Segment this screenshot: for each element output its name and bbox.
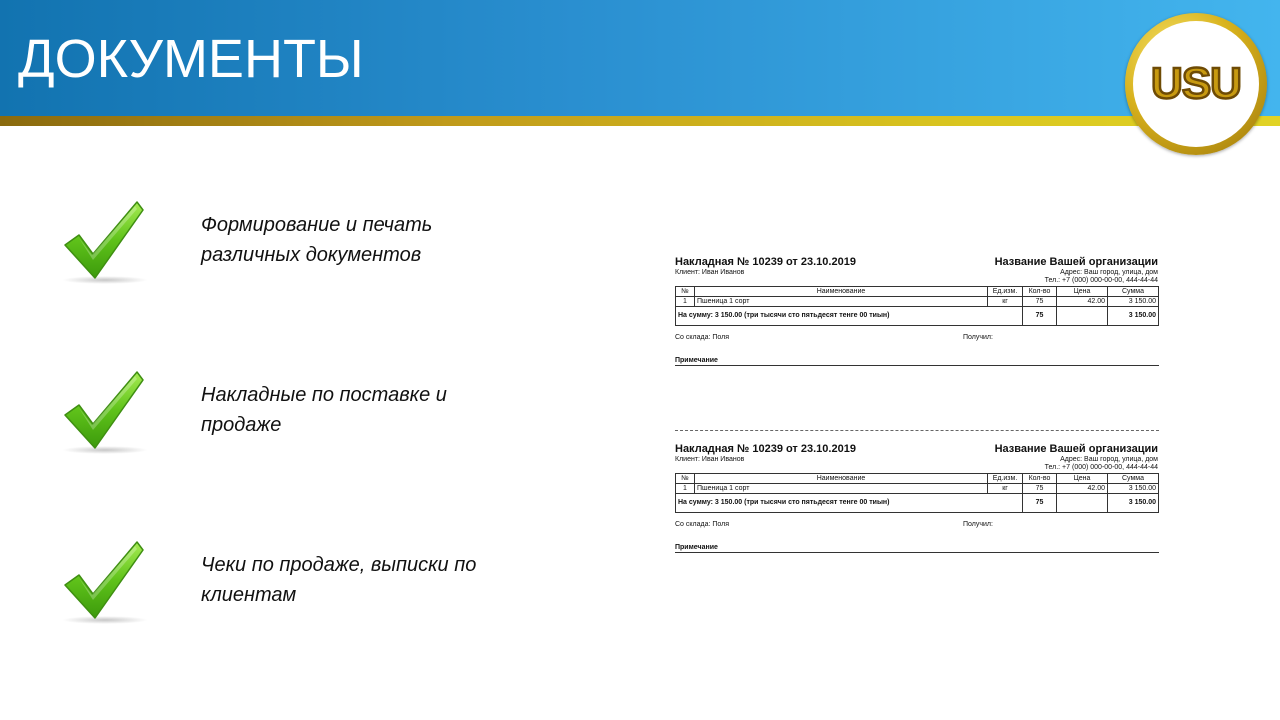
column-header: Кол-во (1023, 474, 1057, 484)
invoice-note: Примечание (675, 357, 718, 364)
cut-line-divider (675, 430, 1159, 431)
column-header: № (676, 474, 695, 484)
table-header-row (676, 287, 1159, 297)
cell-total: 3 150.00 (1108, 297, 1159, 307)
invoice-title: Накладная № 10239 от 23.10.2019 (675, 256, 856, 268)
table-header-row (676, 474, 1159, 484)
invoice-document-1 (674, 256, 1160, 376)
cell-unit: кг (988, 484, 1023, 494)
sum-total: 3 150.00 (1108, 494, 1159, 513)
usu-logo (1125, 13, 1267, 155)
sum-total: 3 150.00 (1108, 307, 1159, 326)
invoice-table (675, 286, 1159, 326)
column-header: Ед.изм. (988, 287, 1023, 297)
cell-unit: кг (988, 297, 1023, 307)
cell-name: Пшеница 1 сорт (695, 484, 988, 494)
feature-item-1 (0, 200, 620, 300)
feature-item-3 (0, 540, 620, 640)
checkmark-icon (55, 370, 155, 456)
invoice-warehouse: Со склада: Поля (675, 334, 730, 341)
column-header: Кол-во (1023, 287, 1057, 297)
invoice-client: Клиент: Иван Иванов (675, 269, 745, 276)
invoice-phone: Тел.: +7 (000) 000-00-00, 444-44-44 (1044, 464, 1158, 471)
sum-text: На сумму: 3 150.00 (три тысячи сто пятьдесят тенге 00 тиын) (676, 494, 1023, 513)
invoice-address: Адрес: Ваш город, улица, дом (1060, 456, 1158, 463)
column-header: Ед.изм. (988, 474, 1023, 484)
column-header: Цена (1057, 287, 1108, 297)
invoice-phone: Тел.: +7 (000) 000-00-00, 444-44-44 (1044, 277, 1158, 284)
note-underline (675, 552, 1159, 553)
invoice-table (675, 473, 1159, 513)
table-row (676, 297, 1159, 307)
cell-name: Пшеница 1 сорт (695, 297, 988, 307)
invoice-address: Адрес: Ваш город, улица, дом (1060, 269, 1158, 276)
invoice-org-name: Название Вашей организации (994, 443, 1158, 455)
table-row (676, 484, 1159, 494)
column-header: Цена (1057, 474, 1108, 484)
table-sum-row (676, 307, 1159, 326)
header-gold-stripe (0, 116, 1280, 126)
sum-qty: 75 (1023, 494, 1057, 513)
cell-total: 3 150.00 (1108, 484, 1159, 494)
sum-text: На сумму: 3 150.00 (три тысячи сто пятьдесят тенге 00 тиын) (676, 307, 1023, 326)
invoice-received: Получил: (963, 521, 993, 528)
invoice-client: Клиент: Иван Иванов (675, 456, 745, 463)
invoice-org-name: Название Вашей организации (994, 256, 1158, 268)
note-underline (675, 365, 1159, 366)
feature-item-2 (0, 370, 620, 470)
checkmark-icon (55, 540, 155, 626)
invoice-title: Накладная № 10239 от 23.10.2019 (675, 443, 856, 455)
invoice-document-2 (674, 443, 1160, 563)
cell-price: 42.00 (1057, 484, 1108, 494)
column-header: Сумма (1108, 474, 1159, 484)
logo-text: USU (1151, 59, 1241, 108)
column-header: Наименование (695, 474, 988, 484)
checkmark-icon (55, 200, 155, 286)
invoice-warehouse: Со склада: Поля (675, 521, 730, 528)
page-title: ДОКУМЕНТЫ (18, 29, 364, 89)
cell-price: 42.00 (1057, 297, 1108, 307)
sum-price-empty (1057, 307, 1108, 326)
column-header: Наименование (695, 287, 988, 297)
cell-num: 1 (676, 297, 695, 307)
table-sum-row (676, 494, 1159, 513)
feature-text: Формирование и печать различных документов (201, 214, 433, 266)
cell-num: 1 (676, 484, 695, 494)
invoice-received: Получил: (963, 334, 993, 341)
feature-text: Накладные по поставке и продаже (201, 384, 447, 436)
feature-text: Чеки по продаже, выписки по клиентам (201, 554, 477, 606)
column-header: Сумма (1108, 287, 1159, 297)
sum-price-empty (1057, 494, 1108, 513)
invoice-note: Примечание (675, 544, 718, 551)
cell-qty: 75 (1023, 297, 1057, 307)
sum-qty: 75 (1023, 307, 1057, 326)
cell-qty: 75 (1023, 484, 1057, 494)
column-header: № (676, 287, 695, 297)
